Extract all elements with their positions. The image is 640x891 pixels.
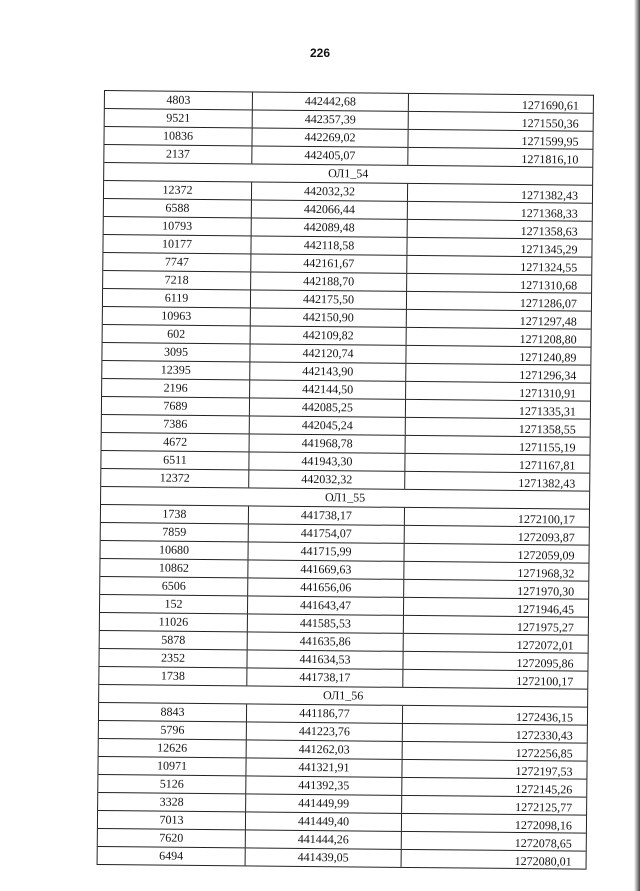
point-number-cell: 10971 [98,757,246,775]
y-coordinate-cell: 1271286,07 [519,296,578,311]
point-number-cell: 7620 [98,829,246,847]
x-coordinate-cell: 442188,70 [251,272,407,290]
point-number-cell: 1738 [99,667,247,685]
point-number-cell: 2352 [99,649,247,667]
point-number-cell: 5796 [99,721,247,739]
y-coordinate-cell: 1271970,30 [517,583,575,599]
x-coordinate-cell: 441449,99 [246,794,402,812]
x-coordinate-cell: 441634,53 [247,650,403,668]
x-coordinate-cell: 442175,50 [251,290,407,308]
point-number-cell: 4803 [105,91,253,109]
y-coordinate-cell: 1271335,31 [518,403,577,419]
y-coordinate-cell: 1271382,43 [520,188,579,203]
point-number-cell: 3095 [102,343,250,361]
x-coordinate-cell: 442085,25 [250,398,406,416]
x-coordinate-cell: 441715,99 [249,542,405,560]
x-coordinate-cell: 442118,58 [251,236,407,254]
y-coordinate-cell: 1272197,53 [515,763,573,779]
x-coordinate-cell: 442066,44 [252,200,408,218]
y-coordinate-cell: 1271167,81 [518,457,576,473]
y-coordinate-cell: 1271345,29 [520,242,578,257]
x-coordinate-cell: 442150,90 [251,308,407,326]
point-number-cell: 2137 [104,145,252,163]
point-number-cell: 7747 [103,253,251,271]
x-coordinate-cell: 441635,86 [248,632,404,650]
x-coordinate-cell: 442032,32 [252,182,408,200]
point-number-cell: 1738 [101,505,249,523]
y-coordinate-cell: 1271296,34 [519,367,577,383]
scan-edge-shadow [634,0,640,891]
y-coordinate-cell: 1271240,89 [519,350,577,365]
y-coordinate-cell: 1271690,61 [521,98,579,113]
point-number-cell: 10862 [100,559,248,577]
y-coordinate-cell: 1272095,86 [516,655,574,671]
y-coordinate-cell: 1272100,17 [516,673,574,689]
x-coordinate-cell: 441439,05 [246,848,402,866]
point-number-cell: 12395 [102,361,250,379]
x-coordinate-cell: 442269,02 [252,128,408,146]
x-coordinate-cell: 441669,63 [248,560,404,578]
point-number-cell: 7013 [98,811,246,829]
coordinates-table [97,90,594,870]
page-number: 226 [309,46,331,60]
point-number-cell: 6588 [104,199,252,217]
y-coordinate-cell: 1271358,55 [518,421,576,437]
y-coordinate-cell: 1271310,68 [520,278,578,293]
x-coordinate-cell: 441754,07 [249,524,405,542]
y-coordinate-cell: 1271155,19 [518,440,576,455]
x-coordinate-cell: 441186,77 [247,704,403,722]
point-number-cell: 6119 [103,289,251,307]
y-coordinate-cell: 1271968,32 [517,565,575,581]
x-coordinate-cell: 441738,17 [249,506,405,524]
y-coordinate-cell: 1272093,87 [517,529,575,545]
point-number-cell: 10177 [103,235,251,253]
x-coordinate-cell: 441444,26 [246,830,402,848]
point-number-cell: 602 [103,325,251,343]
x-coordinate-cell: 442143,90 [250,362,406,380]
point-number-cell: 5878 [100,631,248,649]
y-coordinate-cell: 1272072,01 [516,637,574,653]
point-number-cell: 152 [100,595,248,613]
y-coordinate-cell: 1271946,45 [516,601,575,617]
y-coordinate-cell: 1271382,43 [518,475,576,491]
x-coordinate-cell: 441968,78 [250,434,406,452]
y-coordinate-cell: 1272125,77 [515,799,573,815]
x-coordinate-cell: 441643,47 [248,596,404,614]
x-coordinate-cell: 442109,82 [251,326,407,344]
point-number-cell: 8843 [99,703,247,721]
y-coordinate-cell: 1271310,91 [519,385,577,401]
point-number-cell: 5126 [98,775,246,793]
y-coordinate-cell: 1272098,16 [514,817,573,833]
y-coordinate-cell: 1271599,95 [521,134,579,149]
x-coordinate-cell: 442089,48 [252,218,408,236]
x-coordinate-cell: 442405,07 [252,146,408,164]
point-number-cell: 9521 [105,109,253,127]
point-number-cell: 12372 [104,181,252,199]
point-number-cell: 7218 [103,271,251,289]
section-header: ОЛ1_55 [101,487,589,510]
x-coordinate-cell: 441392,35 [246,776,402,794]
y-coordinate-cell: 1271358,63 [520,224,578,239]
x-coordinate-cell: 442045,24 [250,416,406,434]
x-coordinate-cell: 441223,76 [247,722,403,740]
y-coordinate-cell: 1271297,48 [519,314,577,329]
x-coordinate-cell: 442442,68 [253,92,409,110]
point-number-cell: 6506 [100,577,248,595]
y-coordinate-cell: 1271368,33 [520,206,578,221]
y-coordinate-cell: 1271550,36 [521,116,579,131]
point-number-cell: 12626 [99,739,247,757]
point-number-cell: 10793 [104,217,252,235]
x-coordinate-cell: 441585,53 [248,614,404,632]
y-coordinate-cell: 1272330,43 [515,727,573,743]
point-number-cell: 10963 [103,307,251,325]
point-number-cell: 7859 [101,523,249,541]
point-number-cell: 6494 [98,847,246,865]
y-coordinate-cell: 1271975,27 [516,619,574,635]
point-number-cell: 3328 [98,793,246,811]
table-row [98,847,586,870]
y-coordinate-cell: 1272100,17 [517,511,575,527]
point-number-cell: 7386 [102,415,250,433]
point-number-cell: 11026 [100,613,248,631]
point-number-cell: 2196 [102,379,250,397]
section-header: ОЛ1_54 [104,163,592,186]
point-number-cell: 6511 [101,451,249,469]
y-coordinate-cell: 1272059,09 [517,547,575,563]
x-coordinate-cell: 441321,91 [246,758,402,776]
x-coordinate-cell: 441656,06 [248,578,404,596]
y-coordinate-cell: 1271208,80 [519,332,577,347]
section-header: ОЛ1_56 [99,685,587,708]
point-number-cell: 4672 [102,433,250,451]
x-coordinate-cell: 441943,30 [249,452,405,470]
x-coordinate-cell: 441738,17 [247,668,403,686]
x-coordinate-cell: 442144,50 [250,380,406,398]
x-coordinate-cell: 441262,03 [247,740,403,758]
y-coordinate-cell: 1271324,55 [520,260,578,275]
point-number-cell: 7689 [102,397,250,415]
x-coordinate-cell: 442032,32 [249,470,405,488]
x-coordinate-cell: 442161,67 [251,254,407,272]
point-number-cell: 12372 [101,469,249,487]
point-number-cell: 10836 [104,127,252,145]
y-coordinate-cell: 1272145,26 [515,781,573,797]
y-coordinate-cell: 1271816,10 [521,152,579,167]
y-coordinate-cell: 1272256,85 [515,745,573,761]
x-coordinate-cell: 442120,74 [250,344,406,362]
x-coordinate-cell: 442357,39 [253,110,409,128]
y-coordinate-cell: 1272436,15 [515,709,574,725]
x-coordinate-cell: 441449,40 [246,812,402,830]
point-number-cell: 10680 [101,541,249,559]
y-coordinate-cell: 1272080,01 [514,853,572,869]
y-coordinate-cell: 1272078,65 [514,835,572,851]
